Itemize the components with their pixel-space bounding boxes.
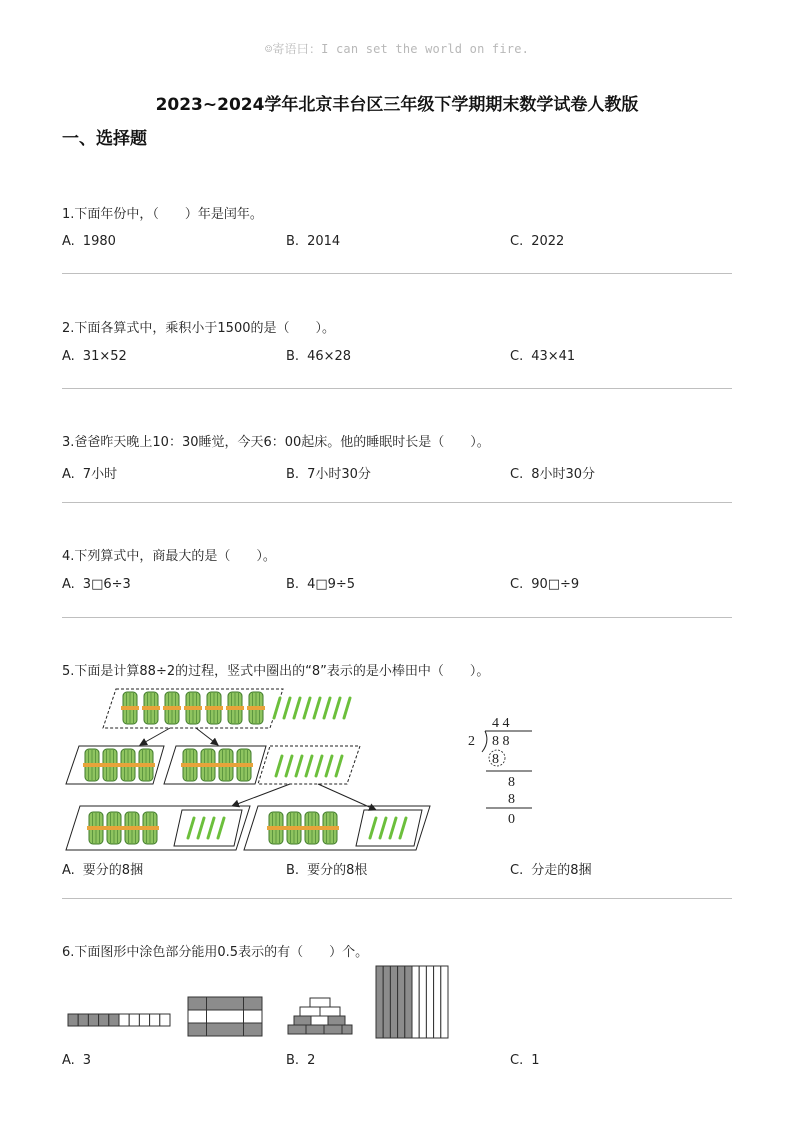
option-label: C. [510, 863, 524, 878]
option-text: 46×28 [307, 349, 352, 364]
option-text: 1980 [82, 234, 116, 249]
option-text: 分走的8捆 [531, 863, 592, 878]
figure-strip [68, 1014, 170, 1026]
question-5-stem: 5.下面是计算88÷2的过程，竖式中圈出的“8”表示的是小棒田中（ ）。 [62, 664, 490, 679]
division-circled-digit: 8 [492, 752, 499, 767]
option-text: 1 [531, 1053, 540, 1068]
section-heading: 一、选择题 [62, 129, 147, 149]
option-label: B. [286, 349, 300, 364]
question-2-stem: 2.下面各算式中，乘积小于1500的是（ ）。 [62, 321, 335, 336]
option-text: 43×41 [531, 349, 576, 364]
option-text: 4□9÷5 [307, 577, 356, 592]
option-label: B. [286, 467, 300, 482]
option-label: B. [286, 577, 300, 592]
division-dividend: 8 8 [492, 734, 510, 749]
option-text: 31×52 [82, 349, 127, 364]
option-text: 7小时 [82, 467, 118, 482]
option-label: B. [286, 863, 300, 878]
option-label: A. [62, 863, 75, 878]
option-label: C. [510, 1053, 524, 1068]
question-1-stem: 1.下面年份中，（ ）年是闰年。 [62, 207, 263, 222]
option-text: 要分的8捆 [82, 863, 144, 878]
division-remainder: 0 [508, 812, 515, 827]
option-text: 8小时30分 [531, 467, 596, 482]
division-divisor: 2 [468, 734, 475, 749]
option-text: 要分的8根 [307, 863, 368, 878]
question-4-stem: 4.下列算式中，商最大的是（ ）。 [62, 549, 276, 564]
option-text: 2 [307, 1053, 316, 1068]
division-step1: 8 [508, 775, 515, 790]
option-text: 3 [82, 1053, 92, 1068]
option-label: A. [62, 1053, 75, 1068]
figure-pyramid [288, 998, 352, 1034]
division-step2: 8 [508, 792, 515, 807]
option-label: B. [286, 234, 300, 249]
motto-text: ☺寄语曰：I can set the world on fire. [264, 42, 530, 56]
option-text: 2022 [531, 234, 565, 249]
option-label: C. [510, 234, 524, 249]
option-label: C. [510, 467, 524, 482]
option-text: 90□÷9 [531, 577, 580, 592]
option-label: B. [286, 1053, 300, 1068]
q6-option-a[interactable] [62, 1053, 91, 1068]
option-label: A. [62, 577, 75, 592]
question-6-stem: 6.下面图形中涂色部分能用0.5表示的有（ ）个。 [62, 945, 369, 960]
option-text: 7小时30分 [307, 467, 371, 482]
option-label: A. [62, 234, 75, 249]
figure-grid [188, 997, 262, 1036]
option-text: 2014 [307, 234, 341, 249]
page-title: 2023~2024学年北京丰台区三年级下学期期末数学试卷人教版 [155, 95, 639, 115]
option-label: A. [62, 349, 75, 364]
figure-stripes [376, 966, 448, 1038]
option-label: C. [510, 349, 524, 364]
q6-option-c[interactable] [510, 1053, 540, 1068]
division-quotient: 4 4 [492, 716, 510, 731]
question-3-stem: 3.爸爸昨天晚上10：30睡觉，今天6：00起床。他的睡眠时长是（ ）。 [62, 435, 490, 450]
option-label: A. [62, 467, 75, 482]
option-label: C. [510, 577, 524, 592]
q6-option-b[interactable] [286, 1053, 315, 1068]
option-text: 3□6÷3 [82, 577, 131, 592]
